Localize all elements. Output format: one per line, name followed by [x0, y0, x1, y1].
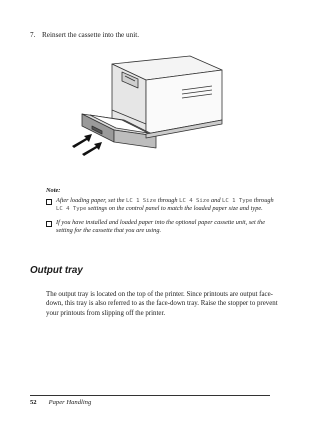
setting-name: LC 4 Size	[179, 197, 210, 204]
printer-illustration	[72, 50, 232, 175]
note-block	[46, 187, 276, 241]
note-item-1	[46, 197, 276, 214]
note-title: Note:	[46, 187, 61, 194]
page-footer	[30, 399, 91, 406]
footer-rule	[30, 395, 270, 396]
checkbox-bullet-icon	[46, 221, 52, 227]
setting-name: LC 1 Size	[125, 197, 157, 204]
note-text: and	[209, 196, 223, 204]
setting-name: LC 4 Type	[56, 206, 87, 213]
note-item-2	[46, 219, 276, 236]
note-text: After loading paper, set the	[56, 196, 126, 204]
step-text: Reinsert the cassette into the unit.	[42, 31, 140, 39]
body-paragraph: The output tray is located on the top of the printer. Since printouts are output face-down, this tray is also referred to as the face-down tray. Raise the stopper to prevent your printouts from slipping off the printer.	[46, 291, 278, 317]
note-text: through	[156, 196, 180, 204]
checkbox-bullet-icon	[46, 199, 52, 205]
note-text: settings on the control panel to match the loaded paper size and type.	[86, 205, 263, 213]
note-text: through	[252, 196, 274, 204]
setting-name: LC 1 Type	[222, 197, 253, 204]
section-title: Output tray	[30, 265, 83, 276]
step-number: 7.	[30, 31, 36, 39]
note-text: If you have installed and loaded paper into the optional paper cassette unit, set the setting for the cassette that you are using.	[56, 218, 265, 235]
step-7	[30, 31, 139, 39]
page-number: 52	[30, 399, 37, 406]
chapter-title: Paper Handling	[48, 399, 92, 406]
